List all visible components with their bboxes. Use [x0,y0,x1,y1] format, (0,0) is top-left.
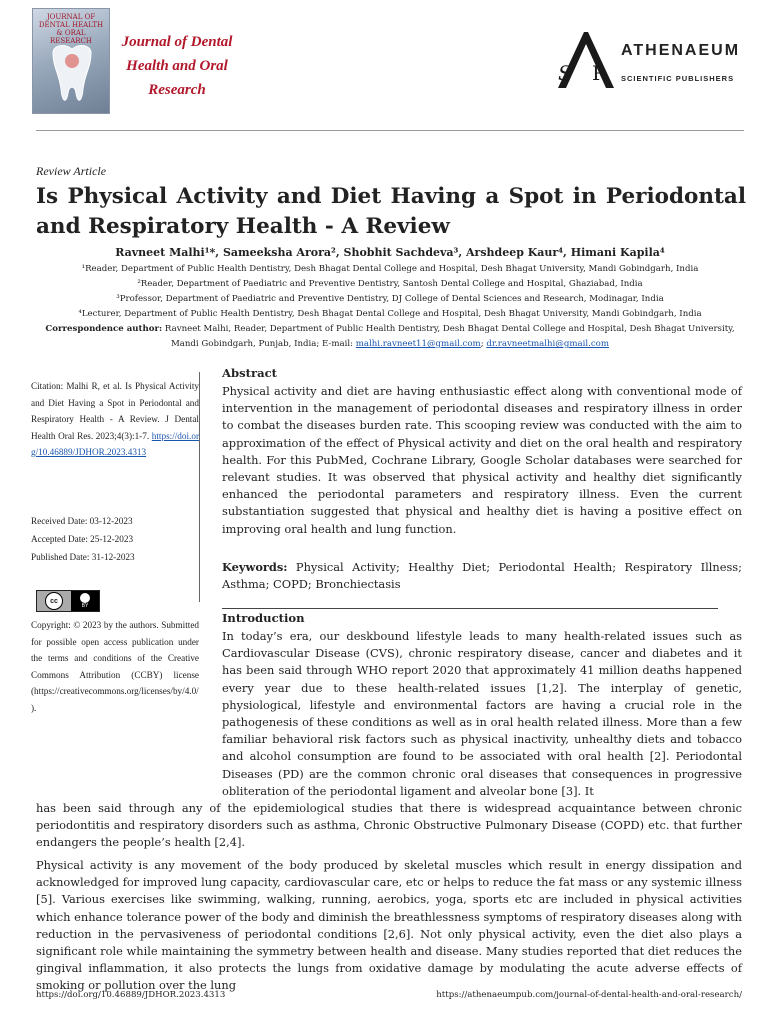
article-type: Review Article [36,164,107,178]
cc-badge-left [37,591,71,611]
correspondence-label: Correspondence author: [45,324,163,334]
intro-paragraph-1-wide: has been said through any of the epidemiological studies that there is widespread acquaintance between chronic periodontitis and respiratory disorders such as asthma, Chronic Obstructive Pulmonary Disease (COPD) etc. that further endangers the people’s health [2,4]. [36,801,742,850]
email-link-2[interactable]: dr.ravneetmalhi@gmail.com [486,339,610,349]
author-list: Ravneet Malhi¹*, Sameeksha Arora², Shobhit Sachdeva³, Arshdeep Kaur⁴, Himani Kapila⁴ [115,246,665,259]
publisher-subtitle: SCIENTIFIC PUBLISHERS [621,74,735,83]
header-divider [36,130,744,131]
athenaeum-logo-icon [554,30,618,92]
keywords-label: Keywords: [222,560,288,574]
cc-icon: cc [45,592,63,610]
intro-paragraph-1-narrow: In today’s era, our deskbound lifestyle leads to many health-related issues such as Cardiovascular Disease (CVS), chronic respiratory disease, cancer and diabetes and it has been said through WHO report 2020 that approximately 41 million deaths happened every year due to these health-related issues [1,2]. The interplay of genetic, physiological, lifestyle and environmental factors are having a crucial role in the pathogenesis of these conditions as well as in oral health related illness. More than a few familiar behavioral risk factors such as physical inactivity, unhealthy diets and tobacco and alcohol consumption are found to be associated with oral health [2]. Periodontal Diseases (PD) are the common chronic oral diseases that consequences in progressive obliteration of the periodontal ligament and alveolar bone [3]. It [222,629,742,798]
cc-badge-right [71,591,99,611]
published-date: Published Date: 31-12-2023 [31,552,135,562]
email-separator: ; [480,339,487,349]
keywords-list: Physical Activity; Healthy Diet; Periodontal Health; Respiratory Illness; Asthma; COPD; Bronchiectasis [222,560,742,592]
email-link-1[interactable]: malhi.ravneet11@gmail.com [355,339,481,349]
intro-paragraph-2: Physical activity is any movement of the body produced by skeletal muscles which result in energy dissipation and acknowledged for improved lung capacity, cardiovascular care, etc or helps to reduce the fat mass or any systemic illness [5]. Various exercises like swimming, walking, running, aerobics, yoga, sports etc are included in physical activities which enhance tolerance power of the body and diminish the breathlessness symptoms of respiratory diseases along with reduction in the pervasiveness of periodontal conditions [2,6]. Not only physical activity, even the diet also plays a significant role while maintaining the symmetry between health and disease. Many studies reported that diet reduces the gingival inflammation, it also protects the lungs from oxidative damage by modulating the acute adverse effects of smoking or pollution over the lung [36,858,742,993]
article-title: Is Physical Activity and Diet Having a Spot in Periodontal and Respiratory Health - A Review [36,184,746,239]
accepted-date: Accepted Date: 25-12-2023 [31,534,134,544]
journal-name: Journal of Dental Health and Oral Research [121,34,233,98]
citation: Citation: Malhi R, et al. Is Physical Activity and Diet Having a Spot in Periodontal and Respiratory Health - A Review. J Dental Health Oral Res. 2023;4(3):1-7. [31,381,199,441]
svg-text:P: P [592,61,606,85]
correspondence [36,322,744,352]
cover-title: JOURNAL OF DENTAL HEALTH & ORAL RESEARCH [38,13,104,45]
abstract-heading: Abstract [222,366,278,380]
section-divider [222,608,718,609]
abstract-text: Physical activity and diet are having enthusiastic effect along with conventional mode of intervention in the management of periodontal diseases and respiratory illness in order to combat the diseases burden rate. This scooping review was conducted with the aim to approximation of the effect of Physical activity and diet on the oral health and respiratory health. For this PubMed, Cochrane Library, Google Scholar databases were searched for relevant studies. It was observed that physical activity and healthy diet significantly enhanced the periodontal parameters and respiratory illness. Even the current substantiation suggested that physical and healthy diet is having a positive effect on improving oral health and lung function. [222,384,742,536]
cc-by-license-badge[interactable] [36,590,100,612]
tooth-icon [45,43,99,109]
affiliation-4: ⁴Lecturer, Department of Public Health Dentistry, Desh Bhagat Dental College and Hospital, Desh Bhagat University, Mandi Gobindgarh, India [78,309,702,319]
keywords [222,559,742,593]
citation-text [31,378,199,461]
cc-by-label: BY [81,603,89,609]
svg-text:S: S [558,61,572,85]
affiliation-1: ¹Reader, Department of Public Health Dentistry, Desh Bhagat Dental College and Hospital, Desh Bhagat University, Mandi Gobindgarh, India [81,264,699,274]
received-date: Received Date: 03-12-2023 [31,516,133,526]
footer-doi[interactable]: https://doi.org/10.46889/JDHOR.2023.4313 [36,990,226,1000]
copyright-text: Copyright: © 2023 by the authors. Submitted for possible open access publication under the terms and conditions of the Creative Commons Attribution (CCBY) license (https://creativecommons.org/licenses/by/4.0/). [31,620,199,713]
correspondence-text: Ravneet Malhi, Reader, Department of Public Health Dentistry, Desh Bhagat Dental College and Hospital, Desh Bhagat University, Mandi Gobindgarh, Punjab, India; E-mail: [162,324,735,349]
footer-url[interactable]: https://athenaeumpub.com/journal-of-dental-health-and-oral-research/ [436,990,742,1000]
publisher-name: ATHENAEUM [621,42,741,59]
by-person-icon [80,593,90,603]
affiliation-2: ²Reader, Department of Paediatric and Preventive Dentistry, Santosh Dental College and Hospital, Ghaziabad, India [137,279,643,289]
journal-cover-thumbnail [32,8,110,114]
introduction-heading: Introduction [222,611,305,625]
doi-link[interactable]: https://doi.org/10.46889/JDHOR.2023.4313 [31,430,199,457]
affiliation-3: ³Professor, Department of Paediatric and Preventive Dentistry, DJ College of Dental Sciences and Research, Modinagar, India [116,294,664,304]
